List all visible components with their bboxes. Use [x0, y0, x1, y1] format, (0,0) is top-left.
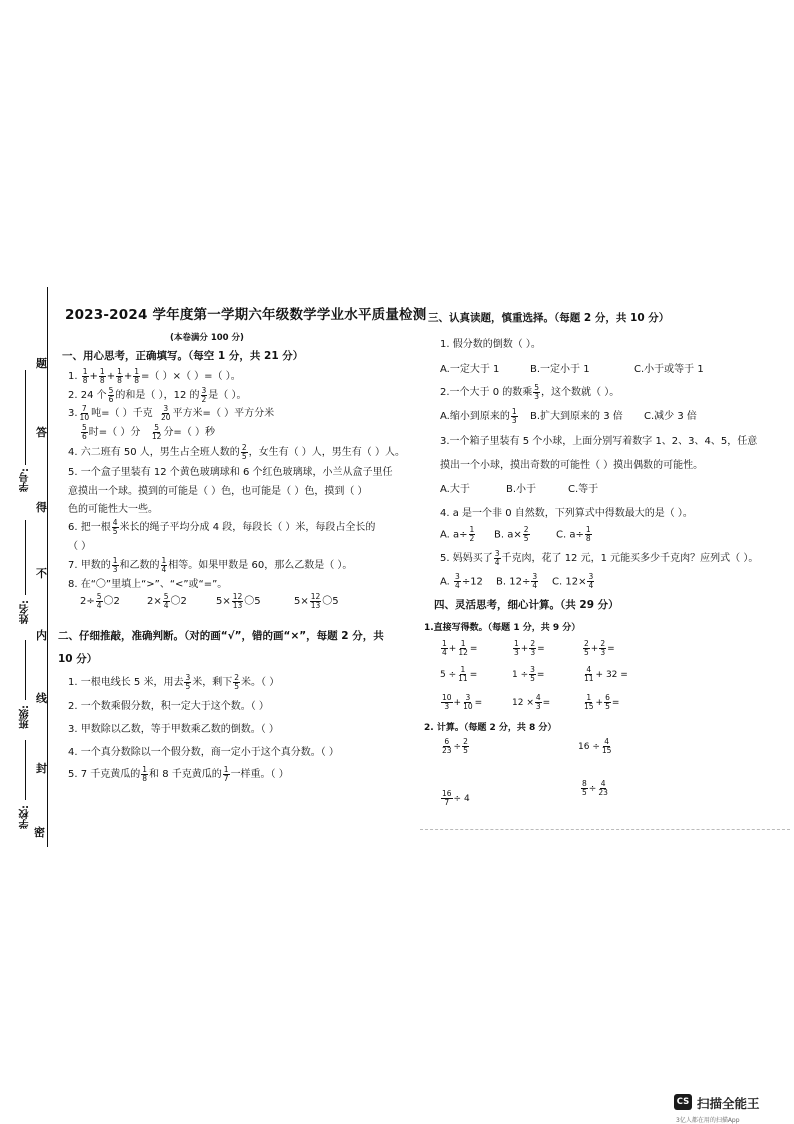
s1-question-4: 4. 六二班有 50 人，男生占全班人数的 $\frac{2}{5}$ ，女生有（ ）人，男生有（ ）人。: [68, 442, 405, 461]
field-name-line: [25, 520, 26, 595]
seal-char: 线: [36, 692, 47, 705]
seal-char: 题: [36, 357, 47, 370]
s2-question-1: 1. 一根电线长 5 米，用去 $\frac{3}{5}$ 米，剩下 $\frac{2}{5}$ 米。（ ）: [68, 672, 280, 691]
field-class: 班级:: [20, 705, 31, 729]
seal-char: 不: [36, 567, 47, 580]
s3q5-option-a: A. $\frac{3}{4}$ ÷12: [440, 572, 483, 590]
s1-question-2: 2. 24 个 $\frac{5}{6}$ 的和是（ ），12 的 $\frac{3}{2}$ 是（ ）。: [68, 385, 247, 404]
s3q4-option-b: B. a× $\frac{2}{5}$: [494, 525, 529, 543]
section2-heading: 二、仔细推敲，准确判断。（对的画“√”，错的画“×”，每题 2 分，共: [58, 630, 384, 642]
s2-question-5: 5. 7 千克黄瓜的 $\frac{1}{8}$ 和 8 千克黄瓜的 $\frac{1}{7}$ 一样重。（ ）: [68, 764, 289, 783]
s1-question-5a: 5. 一个盒子里装有 12 个黄色玻璃球和 6 个红色玻璃球，小兰从盒子里任: [68, 467, 393, 478]
s1-question-7: 7. 甲数的 $\frac{1}{3}$ 和乙数的 $\frac{1}{4}$ 相等。如果甲数是 60，那么乙数是（ ）。: [68, 555, 353, 574]
field-name: 姓名:: [20, 600, 31, 624]
section3-heading: 三、认真读题，慎重选择。（每题 2 分，共 10 分）: [428, 312, 670, 324]
s1-question-3a: 3. $\frac{7}{10}$ 吨=（ ）千克 $\frac{3}{20}$ 平方米=（ ）平方分米: [68, 403, 275, 422]
s1q8-item-3: 5× $\frac{12}{13}$ 〇5: [216, 591, 261, 610]
seal-char: 密: [34, 826, 45, 839]
s3q1-option-b: B.一定小于 1: [530, 364, 590, 375]
seal-char: 得: [36, 501, 47, 514]
scanner-logo-icon: CS: [674, 1094, 692, 1110]
seal-char: 封: [36, 762, 47, 775]
oral-calc-item: $\frac{1}{15}$ + $\frac{6}{5}$ =: [584, 693, 620, 711]
field-student-number: 学号:: [20, 468, 31, 492]
s3-question-1: 1. 假分数的倒数（ ）。: [440, 339, 541, 350]
s4-sub1-heading: 1.直接写得数。（每题 1 分，共 9 分）: [424, 623, 581, 633]
s3-question-5: 5. 妈妈买了 $\frac{3}{4}$ 千克肉，花了 12 元，1 元能买多少千克肉？应列式（ ）。: [440, 548, 759, 567]
page-title: 2023-2024 学年度第一学期六年级数学学业水平质量检测: [65, 307, 427, 323]
section1-heading: 一、用心思考，正确填写。（每空 1 分，共 21 分）: [62, 350, 304, 362]
s1-question-8: 8. 在“〇”里填上“>”、“<”或“=”。: [68, 579, 228, 590]
s1q1-number: 1.: [68, 371, 78, 382]
s1q8-item-1: 2÷ $\frac{5}{4}$ 〇2: [80, 591, 120, 610]
written-calc-item: $\frac{16}{7}$ ÷ 4: [442, 789, 470, 807]
oral-calc-item: $\frac{1}{4}$ + $\frac{1}{12}$ =: [442, 639, 478, 657]
s3q5-option-b: B. 12÷ $\frac{3}{4}$: [496, 572, 538, 590]
field-class-line: [25, 640, 26, 700]
s1q8-item-2: 2× $\frac{5}{4}$ 〇2: [147, 591, 187, 610]
seal-char: 内: [36, 629, 47, 642]
s3q3-option-a: A.大于: [440, 484, 470, 495]
s1-question-6a: 6. 把一根 $\frac{4}{5}$ 米长的绳子平均分成 4 段，每段长（ ）米，每段占全长的: [68, 517, 376, 536]
s3-question-3a: 3.一个箱子里装有 5 个小球，上面分别写着数字 1、2、3、4、5，任意: [440, 436, 758, 447]
scanner-tagline: 3亿人都在用的扫描App: [676, 1117, 740, 1124]
oral-calc-item: 5 ÷ $\frac{1}{11}$ =: [440, 665, 478, 683]
s3q1-option-a: A.一定大于 1: [440, 364, 500, 375]
s3-question-4: 4. a 是一个非 0 自然数，下列算式中得数最大的是（ ）。: [440, 508, 693, 519]
s3q2-option-b: B.扩大到原来的 3 倍: [530, 411, 623, 422]
oral-calc-item: $\frac{4}{11}$ + 32 =: [584, 665, 628, 683]
page-subtitle: (本卷满分 100 分): [170, 333, 244, 343]
scan-edge-line: [420, 829, 790, 830]
field-student-number-line: [25, 370, 26, 465]
scanner-app-name: 扫描全能王: [697, 1096, 760, 1111]
written-calc-item: 16 ÷ $\frac{4}{15}$: [578, 737, 612, 755]
s3q2-option-a: A.缩小到原来的 $\frac{1}{3}$: [440, 406, 517, 425]
oral-calc-item: $\frac{10}{3}$ + $\frac{3}{10}$ =: [442, 693, 483, 711]
oral-calc-item: $\frac{1}{3}$ + $\frac{2}{3}$ =: [514, 639, 545, 657]
field-school: 学校:: [20, 805, 31, 829]
s1q1-frac-2: $\frac{1}{8}$: [99, 366, 105, 385]
s1-question-5b: 意摸出一个球。摸到的可能是（ ）色，也可能是（ ）色，摸到（ ）: [68, 486, 368, 497]
written-calc-item: $\frac{8}{5}$ ÷ $\frac{4}{23}$: [582, 779, 608, 797]
s3q4-option-c: C. a÷ $\frac{1}{8}$: [556, 525, 591, 543]
s3q5-option-c: C. 12× $\frac{3}{4}$: [552, 572, 594, 590]
s3-question-3b: 摸出一个小球，摸出奇数的可能性（ ）摸出偶数的可能性。: [440, 460, 704, 471]
written-calc-item: $\frac{6}{23}$ ÷ $\frac{2}{5}$: [442, 737, 468, 755]
s1q1-frac-4: $\frac{1}{8}$: [134, 366, 140, 385]
s4-sub2-heading: 2. 计算。（每题 2 分，共 8 分）: [424, 723, 557, 733]
section2-heading-cont: 10 分）: [58, 653, 98, 665]
field-school-line: [25, 740, 26, 800]
s2-question-4: 4. 一个真分数除以一个假分数，商一定小于这个真分数。（ ）: [68, 747, 339, 758]
oral-calc-item: 12 × $\frac{4}{3}$ =: [512, 693, 551, 711]
s2-question-2: 2. 一个数乘假分数，积一定大于这个数。（ ）: [68, 701, 269, 712]
s1q1-frac-1: $\frac{1}{8}$: [82, 366, 88, 385]
binding-line: [47, 287, 48, 847]
seal-char: 答: [36, 426, 47, 439]
s3q4-option-a: A. a÷ $\frac{1}{2}$: [440, 525, 475, 543]
s1-question-6b: （ ）: [68, 541, 92, 552]
s1-question-3b: $\frac{5}{6}$ 时=（ ）分 $\frac{5}{12}$ 分=（ ）秒: [82, 422, 215, 441]
oral-calc-item: $\frac{2}{5}$ + $\frac{2}{3}$ =: [584, 639, 615, 657]
s3q3-option-b: B.小于: [506, 484, 537, 495]
s1q1-frac-3: $\frac{1}{8}$: [117, 366, 122, 385]
section4-heading: 四、灵活思考，细心计算。（共 29 分）: [434, 599, 619, 611]
s1-question-5c: 色的可能性大一些。: [68, 504, 158, 515]
oral-calc-item: 1 ÷ $\frac{3}{5}$ =: [512, 665, 545, 683]
s1-question-1: 1. $\frac{1}{8}$ + $\frac{1}{8}$ + $\frac{1}{8}$ + $\frac{1}{8}$ =（ ）×（ ）=（ ）。: [68, 366, 241, 385]
s3-question-2: 2.一个大于 0 的数乘 $\frac{5}{3}$ ，这个数就（ ）。: [440, 382, 620, 401]
s3q1-option-c: C.小于或等于 1: [634, 364, 704, 375]
s1q8-item-4: 5× $\frac{12}{13}$ 〇5: [294, 591, 339, 610]
s2-question-3: 3. 甲数除以乙数，等于甲数乘乙数的倒数。（ ）: [68, 724, 279, 735]
s3q3-option-c: C.等于: [568, 484, 599, 495]
s3q2-option-c: C.减少 3 倍: [644, 411, 697, 422]
